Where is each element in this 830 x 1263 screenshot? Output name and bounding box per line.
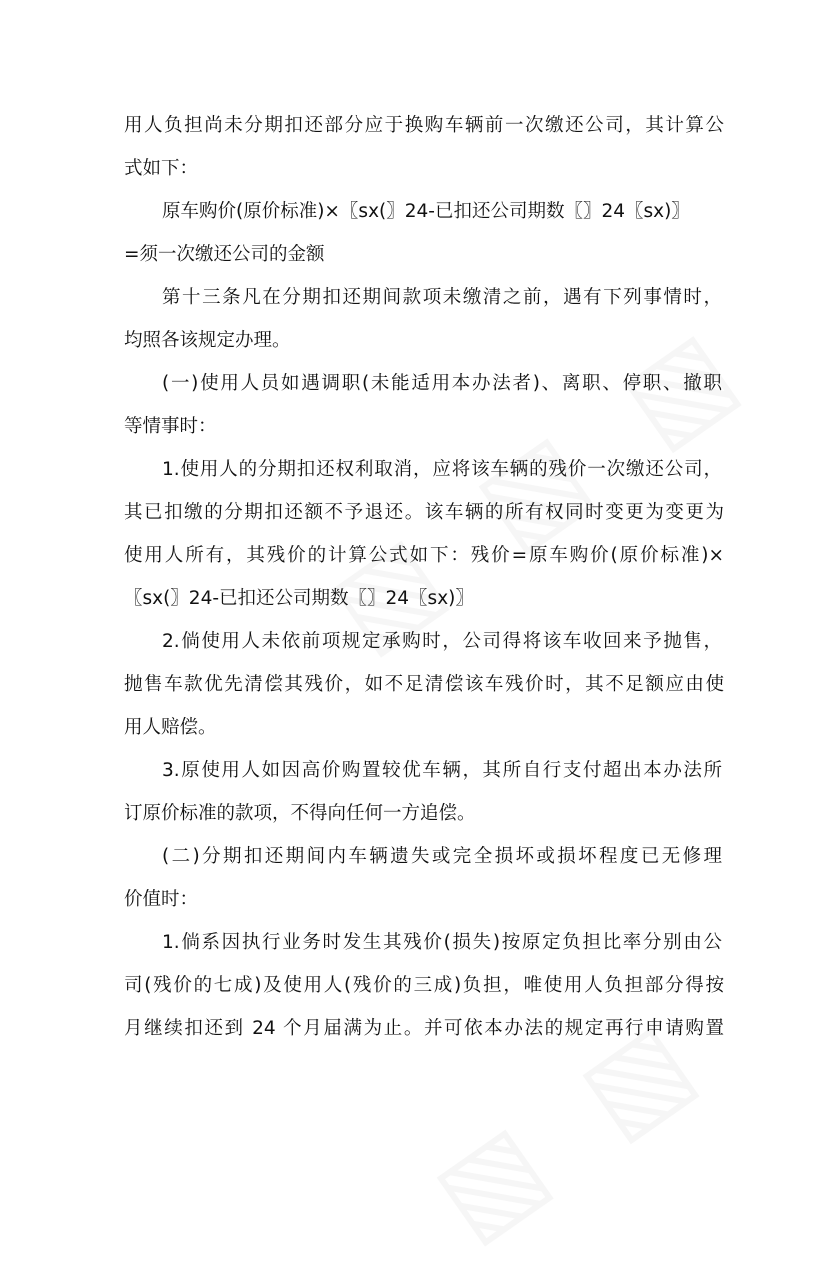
text-line: 第十三条凡在分期扣还期间款项未缴清之前，遇有下列事情时， bbox=[162, 287, 722, 308]
text-line: 订原价标准的款项，不得向任何一方追偿。 bbox=[124, 803, 476, 824]
formula-line: =须一次缴还公司的金额 bbox=[124, 244, 325, 265]
text-line: 月继续扣还到 24 个月届满为止。并可依本办法的规定再行申请购置 bbox=[124, 1018, 724, 1039]
text-line: 司(残价的七成)及使用人(残价的三成)负担，唯使用人负担部分得按 bbox=[124, 975, 724, 996]
text-line: (二)分期扣还期间内车辆遗失或完全损坏或损坏程度已无修理 bbox=[162, 846, 722, 867]
text-line: 使用人所有，其残价的计算公式如下：残价=原车购价(原价标准)× bbox=[124, 545, 724, 566]
text-line: 用人负担尚未分期扣还部分应于换购车辆前一次缴还公司，其计算公 bbox=[124, 115, 724, 136]
text-line: 1.使用人的分期扣还权利取消，应将该车辆的残价一次缴还公司， bbox=[162, 459, 722, 480]
formula-line: 〖sx(〗24-已扣还公司期数〖〗24〖sx)〗 bbox=[124, 588, 474, 609]
text-line: (一)使用人员如遇调职(未能适用本办法者)、离职、停职、撤职 bbox=[162, 373, 722, 394]
text-line: 3.原使用人如因高价购置较优车辆，其所自行支付超出本办法所 bbox=[162, 760, 722, 781]
formula-line: 原车购价(原价标准)×〖sx(〗24-已扣还公司期数〖〗24〖sx)〗 bbox=[162, 201, 690, 222]
text-line: 2.倘使用人未依前项规定承购时，公司得将该车收回来予抛售， bbox=[162, 631, 722, 652]
text-line: 等情事时： bbox=[124, 416, 217, 437]
text-line: 用人赔偿。 bbox=[124, 717, 217, 738]
text-line: 其已扣缴的分期扣还额不予退还。该车辆的所有权同时变更为变更为 bbox=[124, 502, 724, 523]
text-line: 价值时： bbox=[124, 889, 199, 910]
text-line: 抛售车款优先清偿其残价，如不足清偿该车残价时，其不足额应由使 bbox=[124, 674, 724, 695]
text-line: 均照各该规定办理。 bbox=[124, 330, 291, 351]
text-line: 式如下： bbox=[124, 158, 199, 179]
text-line: 1.倘系因执行业务时发生其残价(损失)按原定负担比率分别由公 bbox=[162, 932, 722, 953]
